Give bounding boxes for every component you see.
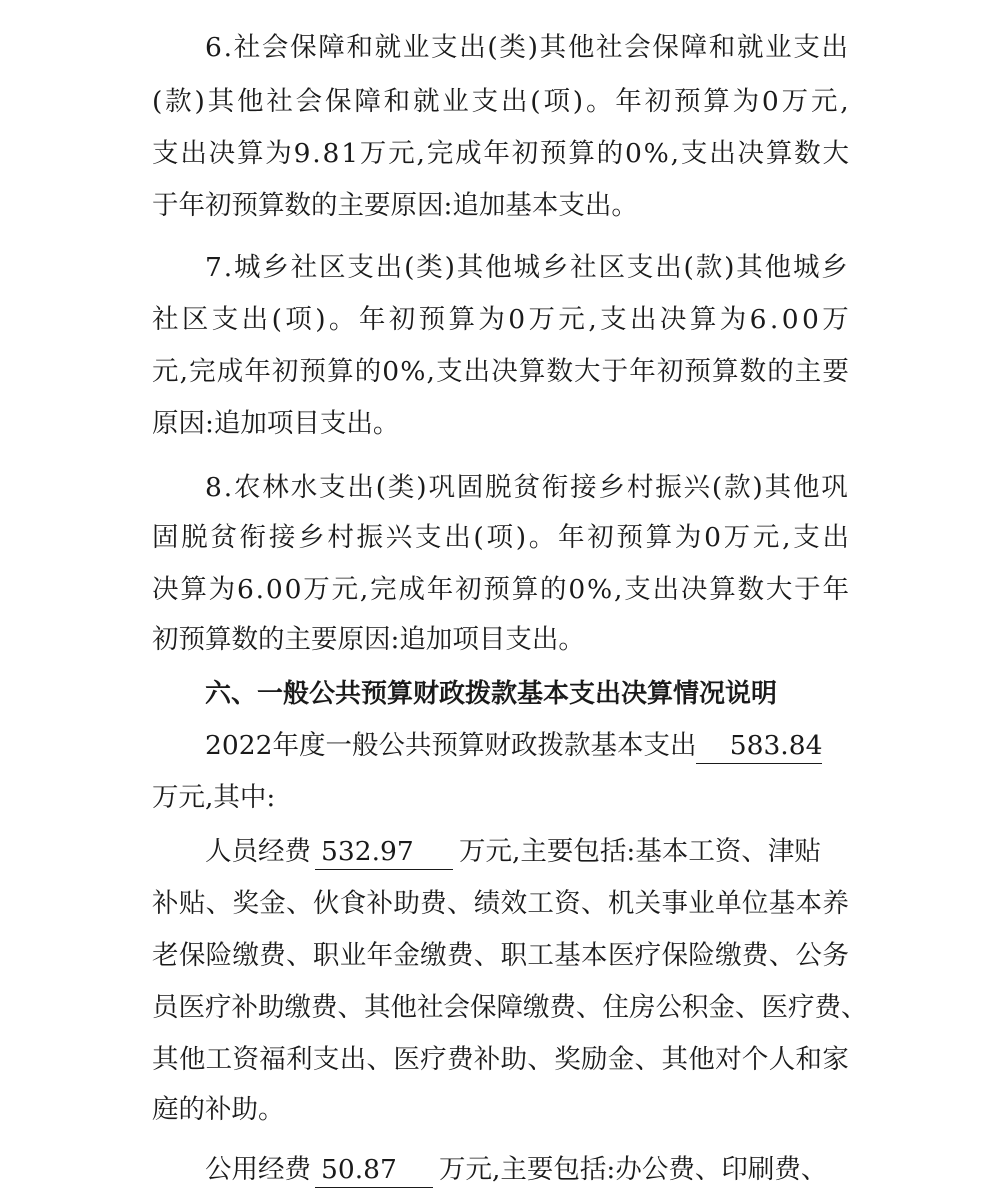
paragraph-7-line-2: [152, 296, 849, 344]
text-segment: 社 区 支 出 ( 项 ) 。 年 初 预 算 为 0 万 元 , 支 出 决 算 为 6 . 0 0 万: [152, 304, 849, 335]
basic-expenditure-amount: 583.84: [696, 729, 822, 764]
public-funds-line-1: [205, 1146, 827, 1194]
paragraph-6-line-4: [152, 182, 638, 230]
text-segment: 支 出 决 算 为 9 . 8 1 万 元 , 完 成 年 初 预 算 的 0 % , 支 出 决 算 数 大: [152, 138, 849, 169]
paragraph-8-line-3: [152, 566, 849, 614]
section-heading: [205, 670, 777, 718]
public-funds-suffix: 万元,主要包括:办公费、印刷费、: [439, 1154, 828, 1185]
basic-expenditure-suffix: 万元,其中:: [152, 782, 276, 813]
text-segment: 决 算 为 6 . 0 0 万 元 , 完 成 年 初 预 算 的 0 % , 支 出 决 算 数 大 于 年: [152, 574, 849, 605]
personnel-line-3: [152, 932, 849, 980]
basic-expenditure-prefix: 2022年度一般公共预算财政拨款基本支出: [205, 730, 697, 761]
paragraph-8-line-1: [205, 464, 848, 512]
basic-expenditure-line-2: [152, 774, 275, 822]
personnel-line-2: [152, 880, 849, 928]
text-segment: 老 保 险 缴 费 、 职 业 年 金 缴 费 、 职 工 基 本 医 疗 保 险 缴 费 、 公 务: [152, 940, 849, 971]
text-segment: 8 . 农 林 水 支 出 ( 类 ) 巩 固 脱 贫 衔 接 乡 村 振 兴 ( 款 ) 其 他 巩: [205, 472, 848, 503]
personnel-prefix: 人员经费: [205, 836, 311, 867]
personnel-amount: 532.97: [315, 835, 453, 870]
text-segment: 补 贴 、 奖 金 、 伙 食 补 助 费 、 绩 效 工 资 、 机 关 事 业 单 位 基 本 养: [152, 888, 849, 919]
paragraph-6-line-2: [152, 78, 849, 126]
basic-expenditure-line-1: [205, 722, 822, 770]
text-segment: ( 款 ) 其 他 社 会 保 障 和 就 业 支 出 ( 项 ) 。 年 初 预 算 为 0 万 元 ,: [152, 86, 849, 117]
personnel-line-5: [152, 1036, 849, 1084]
text-segment: 元 , 完 成 年 初 预 算 的 0 % , 支 出 决 算 数 大 于 年 初 预 算 数 的 主 要: [152, 356, 849, 387]
text-segment: 其 他 工 资 福 利 支 出 、 医 疗 费 补 助 、 奖 励 金 、 其 他 对 个 人 和 家: [152, 1044, 849, 1075]
text-segment: 固 脱 贫 衔 接 乡 村 振 兴 支 出 ( 项 ) 。 年 初 预 算 为 0 万 元 , 支 出: [152, 522, 849, 553]
paragraph-8-line-2: [152, 514, 849, 562]
text-segment: 原因:追加项目支出。: [152, 408, 400, 439]
public-funds-amount: 50.87: [315, 1153, 433, 1188]
paragraph-7-line-1: [205, 244, 848, 292]
paragraph-7-line-3: [152, 348, 849, 396]
public-funds-prefix: 公用经费: [205, 1154, 311, 1185]
paragraph-7-line-4: [152, 400, 399, 448]
paragraph-8-line-4: [152, 616, 585, 664]
text-segment: 于年初预算数的主要原因:追加基本支出。: [152, 190, 638, 221]
text-segment: 员 医 疗 补 助 缴 费 、 其 他 社 会 保 障 缴 费 、 住 房 公 积 金 、 医 疗 费 、: [152, 992, 868, 1023]
personnel-suffix: 万元,主要包括:基本工资、津贴: [459, 836, 821, 867]
text-segment: 6 . 社 会 保 障 和 就 业 支 出 ( 类 ) 其 他 社 会 保 障 和 就 业 支 出: [205, 32, 848, 63]
personnel-line-6: [152, 1086, 285, 1134]
section-heading-text: 六、一般公共预算财政拨款基本支出决算情况说明: [205, 679, 778, 709]
personnel-line-4: [152, 984, 868, 1032]
text-segment: 初预算数的主要原因:追加项目支出。: [152, 624, 585, 655]
personnel-line-1: [205, 828, 821, 876]
paragraph-6-line-1: [205, 24, 848, 72]
text-segment: 庭的补助。: [152, 1094, 285, 1125]
paragraph-6-line-3: [152, 130, 849, 178]
text-segment: 7 . 城 乡 社 区 支 出 ( 类 ) 其 他 城 乡 社 区 支 出 ( 款 ) 其 他 城 乡: [205, 252, 848, 283]
